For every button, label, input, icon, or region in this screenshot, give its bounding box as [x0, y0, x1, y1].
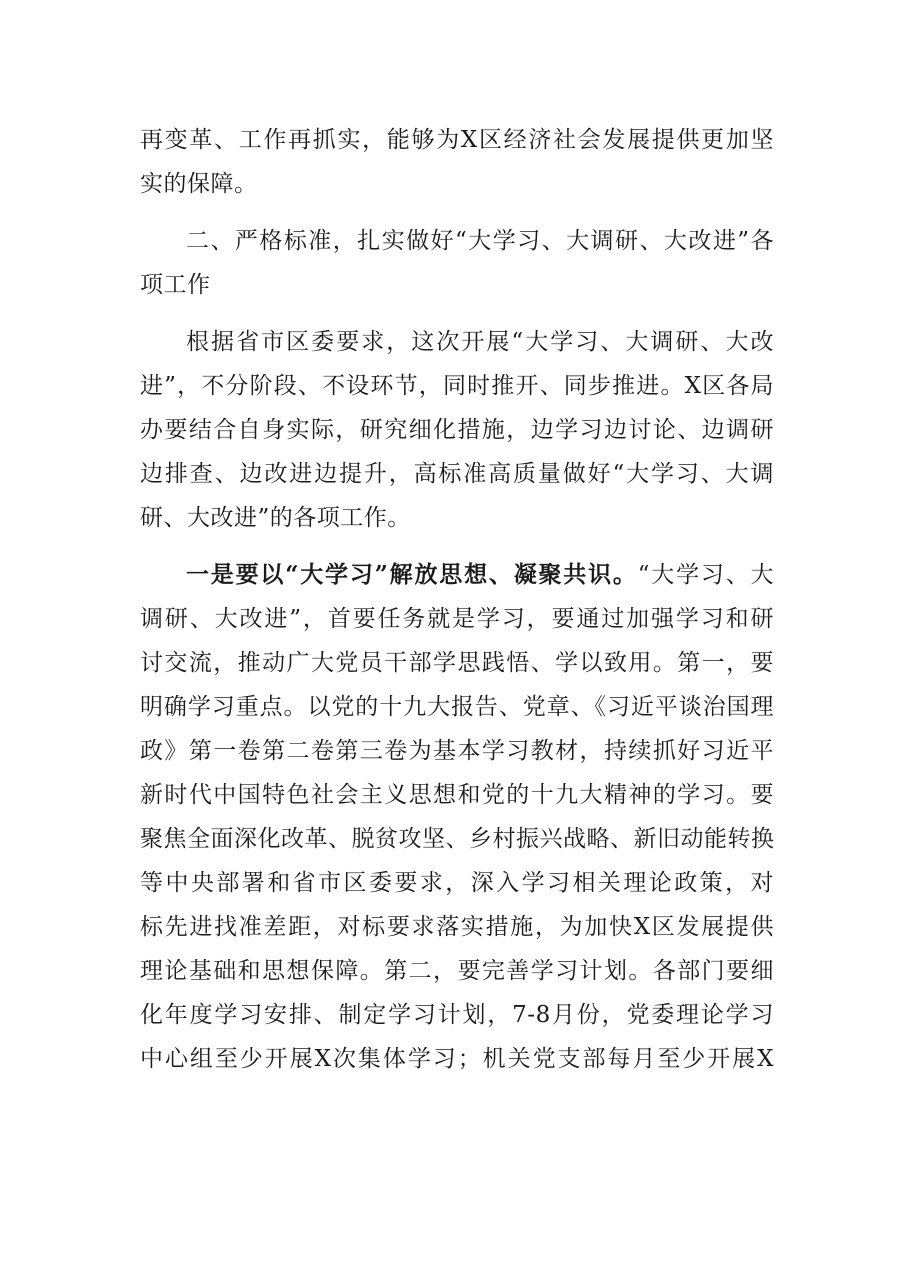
lead-rest-text: “大学习、大: [637, 562, 774, 588]
text-line: 边排查、边改进边提升，高标准高质量做好“大学习、大调: [140, 461, 774, 487]
text-line: 再变革、工作再抓实，能够为X区经济社会发展提供更加坚: [140, 127, 774, 153]
text-line: 等中央部署和省市区委要求，深入学习相关理论政策，对: [140, 870, 774, 896]
text-line: 中心组至少开展X次集体学习；机关党支部每月至少开展X: [140, 1046, 774, 1072]
text-line: 研、大改进”的各项工作。: [140, 505, 411, 531]
text-line: 实的保障。: [140, 171, 258, 197]
paragraph: [140, 553, 774, 1081]
text-line: 根据省市区委要求，这次开展“大学习、大调研、大改: [186, 329, 774, 355]
text-line: 政》第一卷第二卷第三卷为基本学习教材，持续抓好习近平: [140, 738, 774, 764]
text-line: 明确学习重点。以党的十九大报告、党章、《习近平谈治国理: [140, 694, 774, 720]
section-heading: [140, 219, 774, 307]
bold-lead-text: 一是要以“大学习”解放思想、凝聚共识。: [186, 561, 638, 588]
document-page: [140, 118, 774, 1081]
text-line: 标先进找准差距，对标要求落实措施，为加快X区发展提供: [140, 914, 774, 940]
text-line: 办要结合自身实际，研究细化措施，边学习边讨论、边调研: [140, 417, 774, 443]
text-line: 进”，不分阶段、不设环节，同时推开、同步推进。X区各局: [140, 373, 774, 399]
text-line: 调研、大改进”，首要任务就是学习，要通过加强学习和研: [140, 606, 774, 632]
text-line: 理论基础和思想保障。第二，要完善学习计划。各部门要细: [140, 958, 774, 984]
text-line: 聚焦全面深化改革、脱贫攻坚、乡村振兴战略、新旧动能转换: [140, 826, 775, 852]
heading-line: 项工作: [140, 272, 211, 298]
heading-line: 二、严格标准，扎实做好“大学习、大调研、大改进”各: [186, 228, 774, 254]
text-line: 讨交流，推动广大党员干部学思践悟、学以致用。第一，要: [140, 650, 774, 676]
text-line: 新时代中国特色社会主义思想和党的十九大精神的学习。要: [140, 782, 774, 808]
paragraph-continuation: [140, 118, 774, 206]
text-line: [140, 553, 774, 597]
text-line: 化年度学习安排、制定学习计划，7-8月份，党委理论学习: [140, 1002, 774, 1028]
paragraph: [140, 320, 774, 540]
